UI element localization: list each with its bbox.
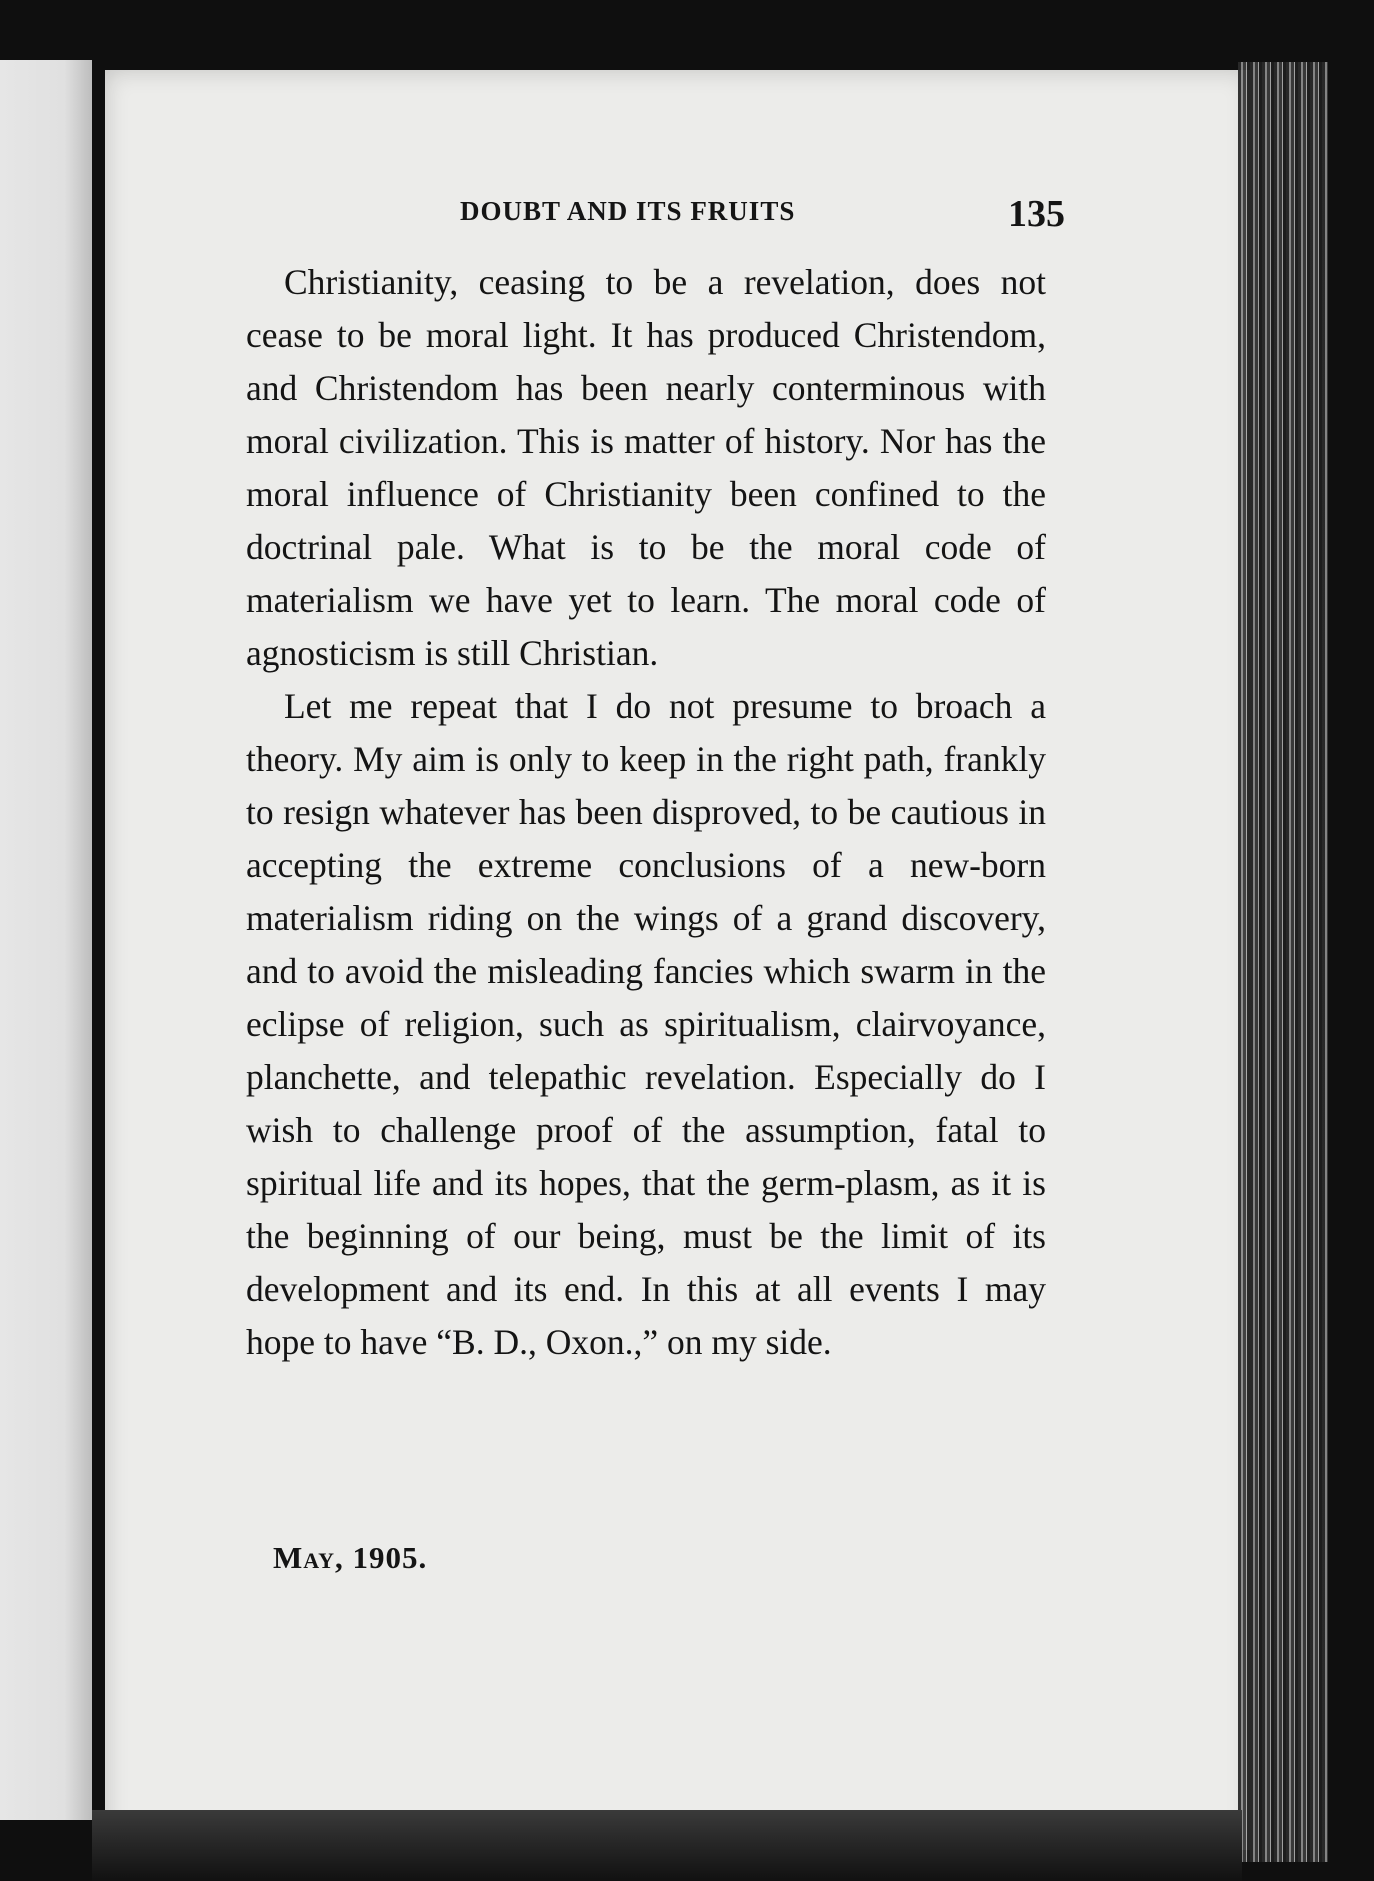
running-head: DOUBT AND ITS FRUITS bbox=[460, 196, 796, 226]
paragraph-1: Christianity, ceasing to be a revelation, does not cease to be moral light. It has produced Christendom, and Christendom has been nearly conterminous with moral civilization. This is matter of history. Nor has the moral influence of Christianity been confined to the doctrinal pale. What is to be the moral code of materialism we have yet to learn. The moral code of agnosticism is still Christian. bbox=[246, 262, 1046, 673]
book-fore-edge bbox=[1238, 62, 1328, 1862]
date-signoff: May, 1905. bbox=[273, 1540, 428, 1575]
left-page-edge bbox=[0, 60, 92, 1820]
page-number: 135 bbox=[1008, 193, 1065, 235]
bottom-shadow bbox=[92, 1810, 1242, 1881]
paragraph-2: Let me repeat that I do not presume to broach a theory. My aim is only to keep in the right path, frankly to resign whatever has been disproved, to be cautious in accepting the extreme conclusions of a new-born materialism riding on the wings of a grand discovery, and to avoid the misleading fancies which swarm in the eclipse of religion, such as spiritualism, clairvoyance, planchette, and telepathic revelation. Especially do I wish to challenge proof of the assumption, fatal to spiritual life and its hopes, that the germ-plasm, as it is the beginning of our being, must be the limit of its development and its end. In this at all events I may hope to have “B. D., Oxon.,” on my side. bbox=[246, 686, 1046, 1362]
body-text bbox=[246, 256, 1046, 1369]
